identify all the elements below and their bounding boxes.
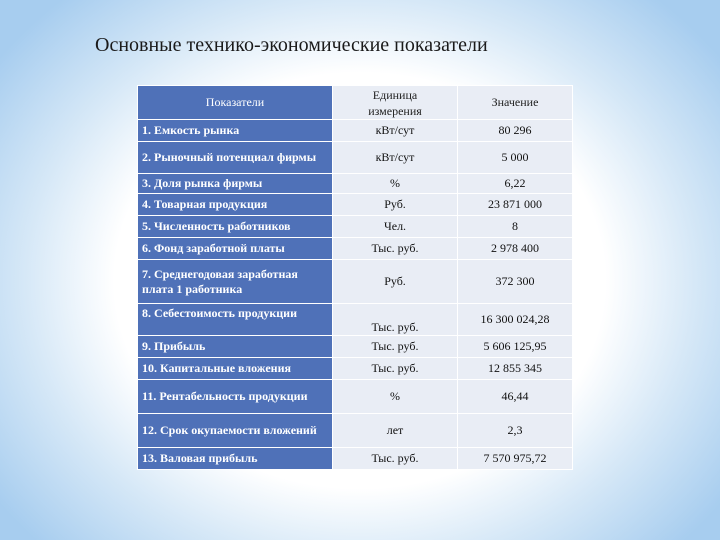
table-row bbox=[138, 238, 573, 260]
row-unit: Руб. bbox=[333, 260, 458, 304]
header-unit-line2: измерения bbox=[368, 103, 422, 118]
header-unit-line1: Единица bbox=[372, 87, 418, 102]
row-unit: Тыс. руб. bbox=[333, 304, 458, 336]
header-value: Значение bbox=[458, 86, 573, 120]
row-unit: Тыс. руб. bbox=[333, 238, 458, 260]
table-row bbox=[138, 414, 573, 448]
row-value: 12 855 345 bbox=[458, 358, 573, 380]
row-value: 372 300 bbox=[458, 260, 573, 304]
row-unit: % bbox=[333, 174, 458, 194]
row-unit: лет bbox=[333, 414, 458, 448]
row-value: 6,22 bbox=[458, 174, 573, 194]
row-value: 2,3 bbox=[458, 414, 573, 448]
row-name: 9. Прибыль bbox=[138, 336, 333, 358]
row-value: 2 978 400 bbox=[458, 238, 573, 260]
row-name: 10. Капитальные вложения bbox=[138, 358, 333, 380]
table-row bbox=[138, 194, 573, 216]
row-value: 80 296 bbox=[458, 120, 573, 142]
row-unit: % bbox=[333, 380, 458, 414]
table-row bbox=[138, 358, 573, 380]
row-name: 11. Рентабельность продукции bbox=[138, 380, 333, 414]
row-name: 8. Себестоимость продукции bbox=[138, 304, 333, 336]
table-row bbox=[138, 380, 573, 414]
row-name: 12. Срок окупаемости вложений bbox=[138, 414, 333, 448]
row-value: 8 bbox=[458, 216, 573, 238]
row-name: 1. Емкость рынка bbox=[138, 120, 333, 142]
row-name: 6. Фонд заработной платы bbox=[138, 238, 333, 260]
row-unit: Тыс. руб. bbox=[333, 448, 458, 470]
row-name: 7. Среднегодовая заработная плата 1 работника bbox=[138, 260, 333, 304]
row-name: 3. Доля рынка фирмы bbox=[138, 174, 333, 194]
row-value: 5 606 125,95 bbox=[458, 336, 573, 358]
row-value: 46,44 bbox=[458, 380, 573, 414]
row-value: 7 570 975,72 bbox=[458, 448, 573, 470]
table-row bbox=[138, 120, 573, 142]
header-unit bbox=[333, 86, 458, 120]
row-value: 23 871 000 bbox=[458, 194, 573, 216]
table-row bbox=[138, 216, 573, 238]
table-row bbox=[138, 336, 573, 358]
page-title: Основные технико-экономические показатели bbox=[95, 34, 488, 56]
table-header-row bbox=[138, 86, 573, 120]
row-value: 16 300 024,28 bbox=[458, 304, 573, 336]
row-unit: Чел. bbox=[333, 216, 458, 238]
row-unit: Тыс. руб. bbox=[333, 358, 458, 380]
row-name: 13. Валовая прибыль bbox=[138, 448, 333, 470]
indicators-table bbox=[137, 85, 573, 470]
table-row bbox=[138, 260, 573, 304]
row-unit: кВт/сут bbox=[333, 142, 458, 174]
row-unit: Руб. bbox=[333, 194, 458, 216]
row-name: 2. Рыночный потенциал фирмы bbox=[138, 142, 333, 174]
table-row bbox=[138, 174, 573, 194]
row-value: 5 000 bbox=[458, 142, 573, 174]
row-name: 4. Товарная продукция bbox=[138, 194, 333, 216]
row-unit: кВт/сут bbox=[333, 120, 458, 142]
row-name: 5. Численность работников bbox=[138, 216, 333, 238]
table-row bbox=[138, 448, 573, 470]
table-row bbox=[138, 142, 573, 174]
header-indicator: Показатели bbox=[138, 86, 333, 120]
row-unit: Тыс. руб. bbox=[333, 336, 458, 358]
table-row bbox=[138, 304, 573, 336]
